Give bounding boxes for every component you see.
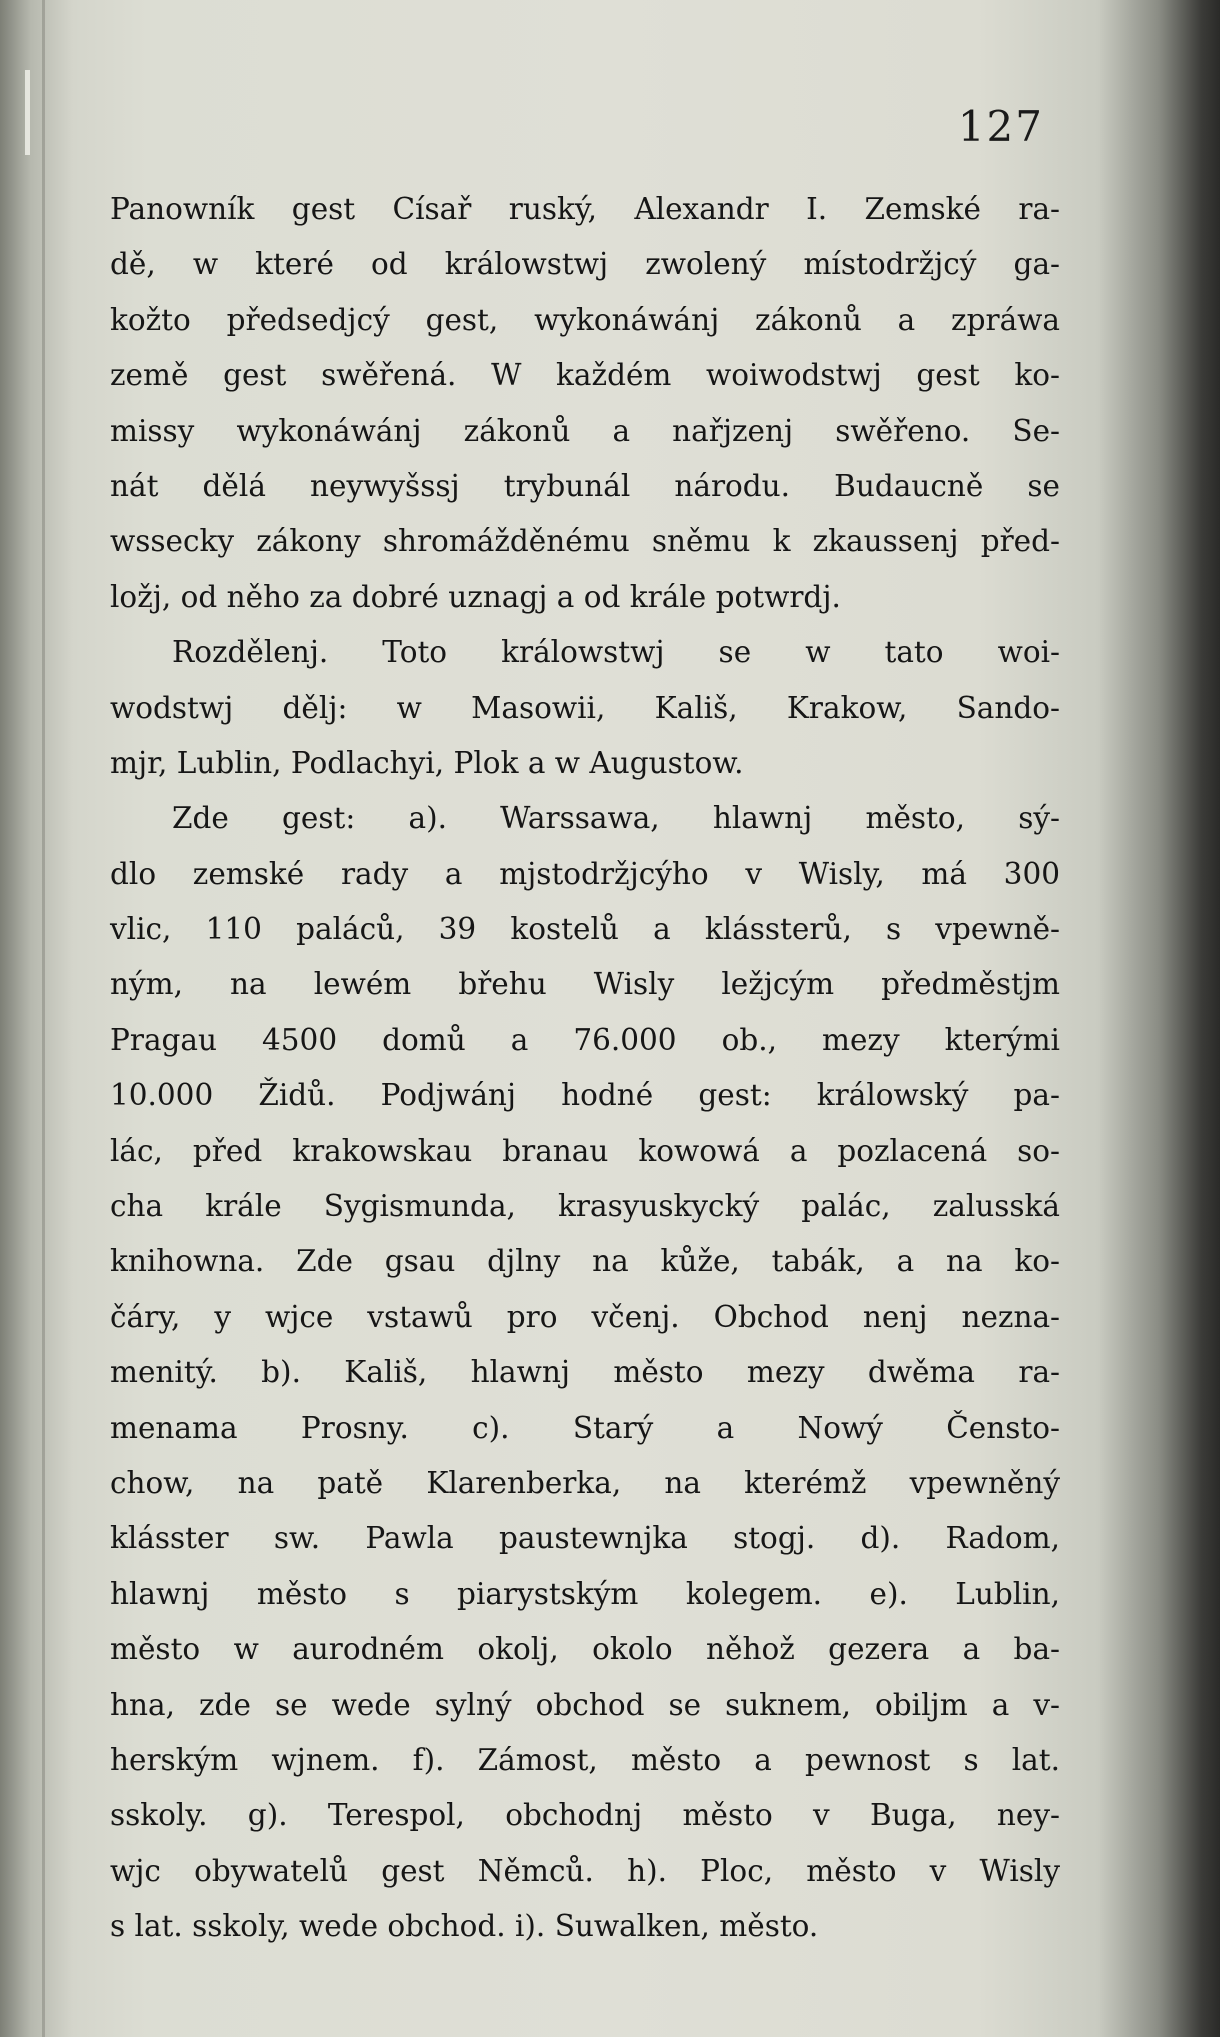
text-line: Panowník gest Císař ruský, Alexandr I. Zemské ra- xyxy=(110,192,1060,226)
text-line: hna, zde se wede sylný obchod se suknem, obiljm a v- xyxy=(110,1687,1060,1722)
text-line: chow, na patě Klarenberka, na kterémž vpewněný xyxy=(110,1465,1060,1500)
page-number: 127 xyxy=(957,102,1044,151)
text-line: s lat. sskoly, wede obchod. i). Suwalken, město. xyxy=(110,1909,819,1944)
text-line: kožto předsedjcý gest, wykonáwánj zákonů a zpráwa xyxy=(110,302,1060,337)
text-line: Zde gest: a). Warssawa, hlawnj město, sý- xyxy=(172,801,1060,836)
text-line: wodstwj dělj: w Masowii, Kališ, Krakow, Sando- xyxy=(110,690,1060,725)
text-line: menama Prosny. c). Starý a Nowý Čenstо- xyxy=(110,1410,1060,1445)
text-line: ložj, od něho za dobré uznagj a od krále potwrdj. xyxy=(110,579,841,614)
gutter-highlight xyxy=(25,70,30,155)
text-line: Pragau 4500 domů a 76.000 ob., mezy kterými xyxy=(110,1022,1060,1057)
text-line: sskoly. g). Terespol, obchodnj město v Buga, ney- xyxy=(110,1798,1060,1833)
text-line: knihowna. Zde gsau djlny na kůže, tabák, a na ko- xyxy=(110,1244,1060,1279)
text-line: wjc obywatelů gest Němců. h). Ploc, město v Wisly xyxy=(110,1853,1060,1888)
text-line: cha krále Sygismunda, krasyuskycký palác, zalusská xyxy=(110,1189,1060,1224)
text-line: ným, na lewém břehu Wisly ležjcým předměstjm xyxy=(110,967,1060,1002)
text-line: mjr, Lublin, Podlachyi, Plok a w Augustow. xyxy=(110,745,744,780)
text-line: nát dělá neywyšssj trybunál národu. Budaucně se xyxy=(110,468,1060,503)
text-line: město w aurodném okolj, okolo něhož gezera a ba- xyxy=(110,1632,1060,1667)
text-line: missy wykonáwánj zákonů a nařjzenj swěřeno. Se- xyxy=(110,413,1060,448)
text-line: 10.000 Židů. Podjwánj hodné gest: králowský pa- xyxy=(110,1078,1060,1113)
binding-gutter xyxy=(42,0,45,2037)
text-line: země gest swěřená. W každém woiwodstwj gest ko- xyxy=(110,358,1060,393)
text-line: hlawnj město s piarystským kolegem. e). Lublin, xyxy=(110,1576,1060,1611)
text-line: Rozdělenj. Toto králowstwj se w tato woi- xyxy=(172,635,1060,670)
text-line: klásster sw. Pawla paustewnjka stogj. d). Radom, xyxy=(110,1521,1060,1556)
text-line: dlo zemské rady a mjstodržjcýho v Wisly, má 300 xyxy=(110,856,1060,891)
text-line: herským wjnem. f). Zámost, město a pewnost s lat. xyxy=(110,1742,1060,1777)
text-line: čáry, y wjce vstawů pro včenj. Obchod nenj nezna- xyxy=(110,1299,1060,1334)
text-line: dě, w které od králowstwj zwolený místodržjcý ga- xyxy=(110,247,1060,282)
text-line: vlic, 110 paláců, 39 kostelů a klássterů, s vpewně- xyxy=(110,912,1060,947)
text-line: lác, před krakowskau branau kowowá a pozlacená so- xyxy=(110,1133,1060,1168)
text-line: menitý. b). Kališ, hlawnj město mezy dwěma ra- xyxy=(110,1355,1060,1390)
text-line: wssecky zákony shromážděnému sněmu k zkaussenj před- xyxy=(110,524,1060,559)
body-text xyxy=(110,182,1060,1955)
